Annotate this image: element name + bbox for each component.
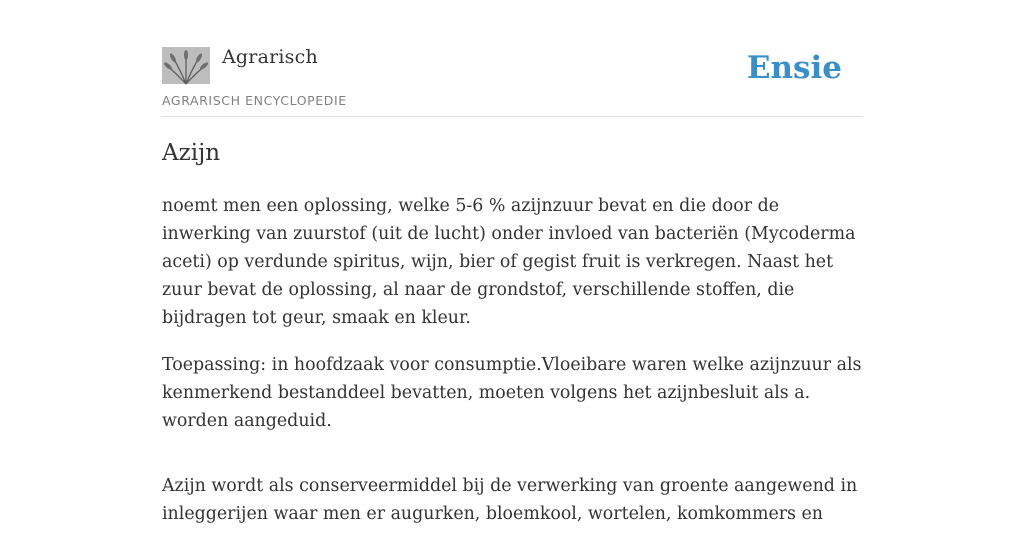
brand-logo-link[interactable]: Ensie [746, 50, 842, 86]
site-name[interactable]: Agrarisch [222, 46, 318, 68]
wheat-icon[interactable] [162, 47, 210, 84]
article-paragraph: noemt men een oplossing, welke 5-6 % azijnzuur bevat en die door de inwerking van zuurstof (uit de lucht) onder invloed van bacteriën (Mycoderma aceti) op verdunde spiritus, wijn, bier of gegist fruit is verkregen. Naast het zuur bevat de oplossing, al naar de grondstof, verschillende stoffen, die bijdragen tot geur, smaak en kleur. [162, 196, 856, 328]
article-paragraph: Toepassing: in hoofdzaak voor consumptie.Vloeibare waren welke azijnzuur als kenmerkend bestanddeel bevatten, moeten volgens het azijnbesluit als a. worden aangeduid. [162, 355, 862, 431]
article-paragraph: Azijn wordt als conserveermiddel bij de verwerking van groente aangewend in inleggerijen waar men er augurken, bloemkool, wortelen, komkommers en [162, 476, 858, 524]
article-body [162, 192, 862, 547]
site-subtitle: AGRARISCH ENCYCLOPEDIE [162, 93, 347, 108]
page-title: Azijn [162, 140, 221, 166]
site-header [162, 46, 862, 117]
